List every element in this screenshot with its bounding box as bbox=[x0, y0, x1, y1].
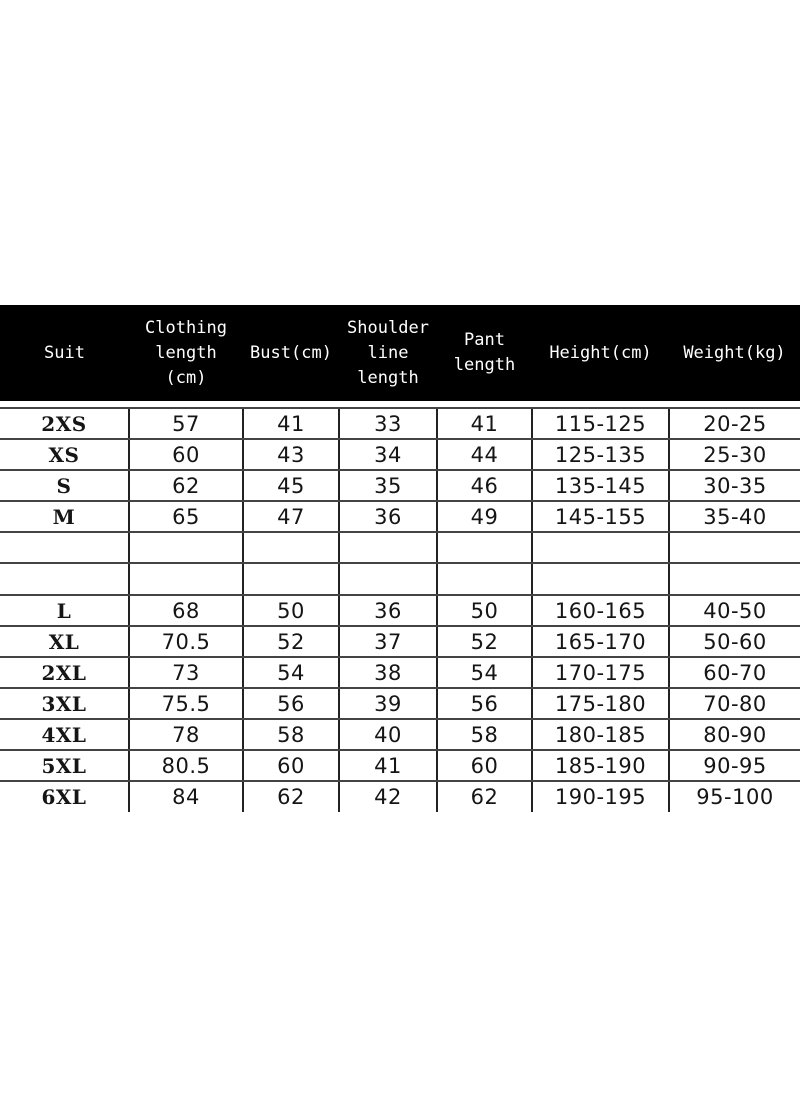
table-cell: 62 bbox=[129, 470, 243, 501]
table-cell bbox=[437, 532, 532, 563]
table-cell: 170-175 bbox=[532, 657, 669, 688]
table-cell: 58 bbox=[243, 719, 339, 750]
size-label-cell: L bbox=[0, 595, 129, 626]
table-cell: 73 bbox=[129, 657, 243, 688]
table-cell: 46 bbox=[437, 470, 532, 501]
table-row bbox=[0, 626, 800, 657]
table-cell: 41 bbox=[243, 408, 339, 439]
table-cell: 44 bbox=[437, 439, 532, 470]
table-cell: 52 bbox=[437, 626, 532, 657]
table-cell: 39 bbox=[339, 688, 437, 719]
size-chart-header bbox=[0, 305, 800, 401]
table-cell: 135-145 bbox=[532, 470, 669, 501]
table-cell: 185-190 bbox=[532, 750, 669, 781]
table-cell bbox=[532, 563, 669, 595]
table-cell: 25-30 bbox=[669, 439, 800, 470]
table-cell bbox=[129, 532, 243, 563]
header-pant-length: Pant length bbox=[453, 330, 516, 375]
size-label-cell: XS bbox=[0, 439, 129, 470]
table-cell: 65 bbox=[129, 501, 243, 532]
empty-table-row bbox=[0, 563, 800, 595]
table-cell: 60 bbox=[129, 439, 243, 470]
table-cell: 50 bbox=[437, 595, 532, 626]
header-bust: Bust(cm) bbox=[250, 342, 332, 363]
size-label-cell: 6XL bbox=[0, 781, 129, 812]
table-cell bbox=[243, 532, 339, 563]
table-cell: 75.5 bbox=[129, 688, 243, 719]
table-cell: 60-70 bbox=[669, 657, 800, 688]
table-cell: 70-80 bbox=[669, 688, 800, 719]
table-cell: 30-35 bbox=[669, 470, 800, 501]
table-cell: 43 bbox=[243, 439, 339, 470]
table-cell: 41 bbox=[437, 408, 532, 439]
header-spacer bbox=[0, 401, 800, 408]
table-cell: 38 bbox=[339, 657, 437, 688]
header-shoulder-line-length: Shoulder line length bbox=[347, 317, 429, 388]
table-cell: 56 bbox=[437, 688, 532, 719]
size-chart-table bbox=[0, 305, 800, 812]
table-cell: 160-165 bbox=[532, 595, 669, 626]
table-cell: 165-170 bbox=[532, 626, 669, 657]
size-chart-body bbox=[0, 401, 800, 812]
header-weight: Weight(kg) bbox=[683, 342, 786, 363]
table-cell: 95-100 bbox=[669, 781, 800, 812]
table-cell: 56 bbox=[243, 688, 339, 719]
size-label-cell: S bbox=[0, 470, 129, 501]
size-label-cell: 4XL bbox=[0, 719, 129, 750]
table-row bbox=[0, 750, 800, 781]
table-row bbox=[0, 408, 800, 439]
table-cell: 60 bbox=[243, 750, 339, 781]
size-label-cell: M bbox=[0, 501, 129, 532]
table-cell: 40-50 bbox=[669, 595, 800, 626]
table-cell: 35-40 bbox=[669, 501, 800, 532]
size-label-cell: 2XL bbox=[0, 657, 129, 688]
table-cell: 80-90 bbox=[669, 719, 800, 750]
table-row bbox=[0, 781, 800, 812]
table-cell: 57 bbox=[129, 408, 243, 439]
table-cell: 125-135 bbox=[532, 439, 669, 470]
table-cell: 54 bbox=[243, 657, 339, 688]
table-cell: 190-195 bbox=[532, 781, 669, 812]
table-cell bbox=[243, 563, 339, 595]
table-cell: 35 bbox=[339, 470, 437, 501]
table-cell: 33 bbox=[339, 408, 437, 439]
table-cell: 62 bbox=[243, 781, 339, 812]
size-label-cell: 3XL bbox=[0, 688, 129, 719]
table-row bbox=[0, 439, 800, 470]
header-clothing-length: Clothing length (cm) bbox=[145, 317, 227, 388]
table-cell: 36 bbox=[339, 501, 437, 532]
table-cell: 90-95 bbox=[669, 750, 800, 781]
table-cell: 54 bbox=[437, 657, 532, 688]
table-cell: 58 bbox=[437, 719, 532, 750]
table-row bbox=[0, 688, 800, 719]
size-label-cell: 2XS bbox=[0, 408, 129, 439]
table-cell: 45 bbox=[243, 470, 339, 501]
empty-table-row bbox=[0, 532, 800, 563]
table-cell: 80.5 bbox=[129, 750, 243, 781]
table-cell: 41 bbox=[339, 750, 437, 781]
size-label-cell bbox=[0, 563, 129, 595]
spacer-cell bbox=[0, 401, 800, 408]
size-label-cell: 5XL bbox=[0, 750, 129, 781]
header-height: Height(cm) bbox=[549, 342, 652, 363]
table-row bbox=[0, 595, 800, 626]
table-cell: 145-155 bbox=[532, 501, 669, 532]
table-cell: 47 bbox=[243, 501, 339, 532]
table-cell: 36 bbox=[339, 595, 437, 626]
header-row bbox=[0, 305, 800, 401]
table-cell: 49 bbox=[437, 501, 532, 532]
table-row bbox=[0, 501, 800, 532]
table-cell: 180-185 bbox=[532, 719, 669, 750]
table-cell bbox=[532, 532, 669, 563]
table-cell bbox=[669, 532, 800, 563]
table-cell: 52 bbox=[243, 626, 339, 657]
table-cell bbox=[339, 563, 437, 595]
table-cell bbox=[669, 563, 800, 595]
table-cell bbox=[339, 532, 437, 563]
table-row bbox=[0, 470, 800, 501]
table-cell: 40 bbox=[339, 719, 437, 750]
table-cell bbox=[129, 563, 243, 595]
table-cell: 115-125 bbox=[532, 408, 669, 439]
table-cell: 34 bbox=[339, 439, 437, 470]
table-cell: 42 bbox=[339, 781, 437, 812]
table-row bbox=[0, 719, 800, 750]
table-cell bbox=[437, 563, 532, 595]
table-cell: 20-25 bbox=[669, 408, 800, 439]
table-cell: 62 bbox=[437, 781, 532, 812]
table-cell: 60 bbox=[437, 750, 532, 781]
table-cell: 50-60 bbox=[669, 626, 800, 657]
size-label-cell bbox=[0, 532, 129, 563]
header-suit: Suit bbox=[44, 342, 85, 363]
table-cell: 175-180 bbox=[532, 688, 669, 719]
table-cell: 78 bbox=[129, 719, 243, 750]
table-cell: 37 bbox=[339, 626, 437, 657]
size-label-cell: XL bbox=[0, 626, 129, 657]
table-cell: 68 bbox=[129, 595, 243, 626]
table-cell: 84 bbox=[129, 781, 243, 812]
table-cell: 50 bbox=[243, 595, 339, 626]
table-cell: 70.5 bbox=[129, 626, 243, 657]
table-row bbox=[0, 657, 800, 688]
